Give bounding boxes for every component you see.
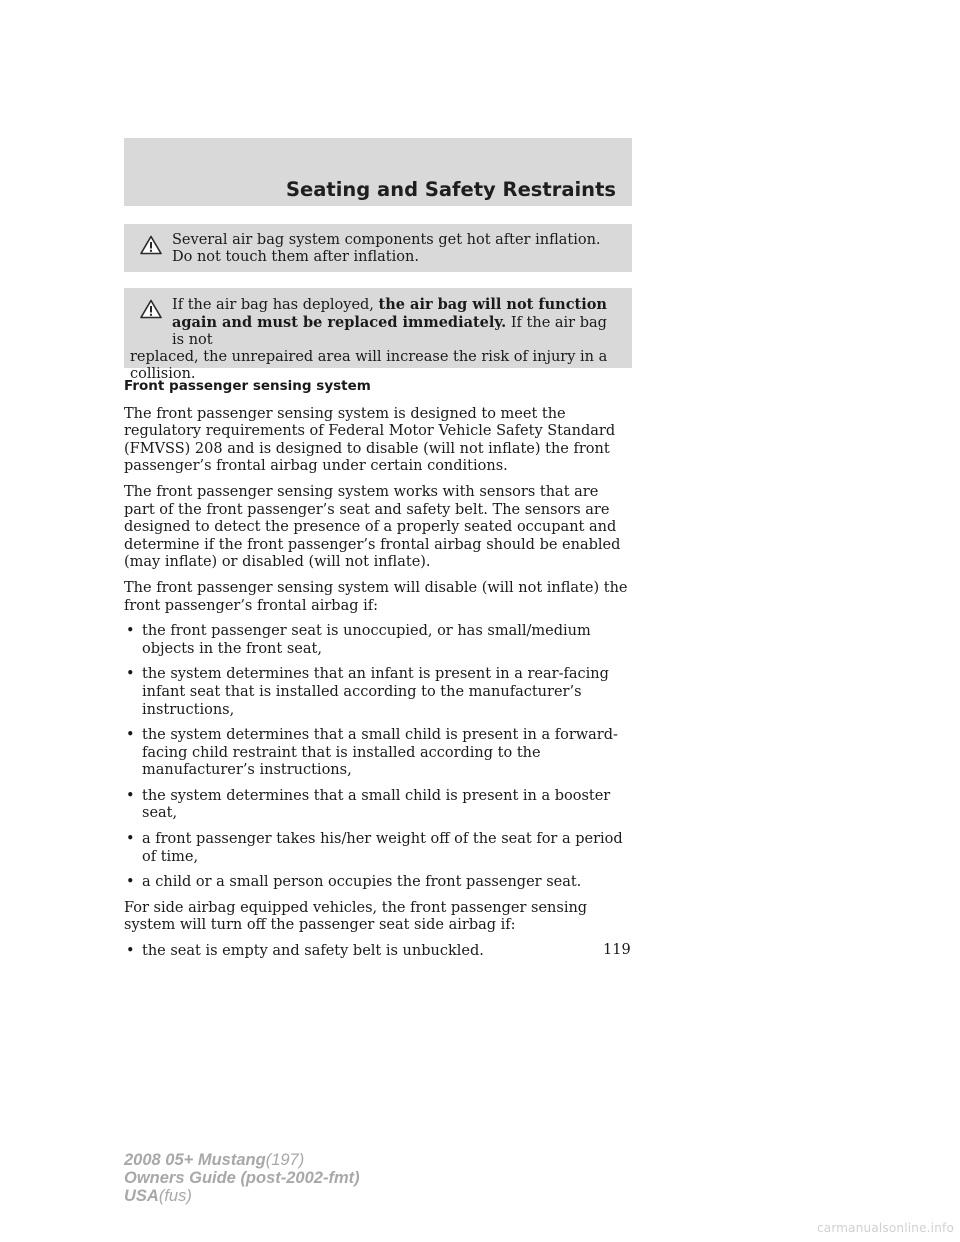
footer-model-code: (197) — [265, 1151, 305, 1169]
footer-model: 2008 05+ Mustang — [124, 1151, 266, 1169]
warning-text-tail: If the air bag is not — [172, 315, 607, 348]
warning-box-deployed — [124, 288, 632, 382]
watermark: carmanualsonline.info — [817, 1221, 954, 1235]
warning-text: Several air bag system components get hot after inflation. Do not touch them after inflation. — [172, 232, 601, 265]
section-heading: Front passenger sensing system — [124, 378, 371, 394]
header-band — [124, 138, 632, 206]
list-item: • the system determines that an infant is present in a rear-facing infant seat that is installed according to the manufacturer’s instructions, — [124, 666, 632, 719]
warning-text-bold: the air bag will not function again and must be replaced immediately. — [172, 296, 607, 331]
page-title: Seating and Safety Restraints — [285, 178, 616, 201]
list-item: • the system determines that a small child is present in a forward-facing child restraint that is installed according to the manufacturer’s instructions, — [124, 727, 632, 780]
list-item: • the front passenger seat is unoccupied, or has small/medium objects in the front seat, — [124, 623, 632, 658]
list-item: • a front passenger takes his/her weight off of the seat for a period of time, — [124, 831, 632, 866]
warning-text-rest: replaced, the unrepaired area will increase the risk of injury in a collision. — [130, 349, 608, 382]
footer-market-code: (fus) — [158, 1187, 192, 1205]
list-item: • a child or a small person occupies the front passenger seat. — [124, 874, 632, 892]
paragraph: For side airbag equipped vehicles, the front passenger sensing system will turn off the passenger seat side airbag if: — [124, 899, 588, 934]
list-item: • the system determines that a small child is present in a booster seat, — [124, 788, 632, 823]
bullet-list-side-airbag — [124, 943, 632, 961]
warning-text-lead: If the air bag has deployed, — [172, 297, 379, 313]
page-number: 119 — [603, 942, 631, 958]
footer-market: USA — [124, 1187, 159, 1205]
footer-guide: Owners Guide (post-2002-fmt) — [124, 1169, 360, 1187]
section-front-passenger-sensing — [124, 378, 632, 969]
document-footer — [124, 1151, 360, 1205]
paragraph: The front passenger sensing system is designed to meet the regulatory requirements of Federal Motor Vehicle Safety Standard (FMVSS) 208 and is designed to disable (will not inflate) the front passenger’s frontal airbag under certain conditions. — [124, 405, 616, 475]
warning-box-hot-components — [124, 224, 632, 272]
paragraph: The front passenger sensing system works with sensors that are part of the front passenger’s seat and safety belt. The sensors are designed to detect the presence of a properly seated occupant and determine if the front passenger’s frontal airbag should be enabled (may inflate) or disabled (will not inflate). — [124, 483, 621, 571]
warning-triangle-icon — [140, 299, 162, 319]
bullet-list-disable-conditions — [124, 623, 632, 892]
list-item: • the seat is empty and safety belt is unbuckled. — [124, 943, 632, 961]
paragraph: The front passenger sensing system will disable (will not inflate) the front passenger’s frontal airbag if: — [124, 579, 628, 614]
warning-triangle-icon — [140, 235, 162, 255]
